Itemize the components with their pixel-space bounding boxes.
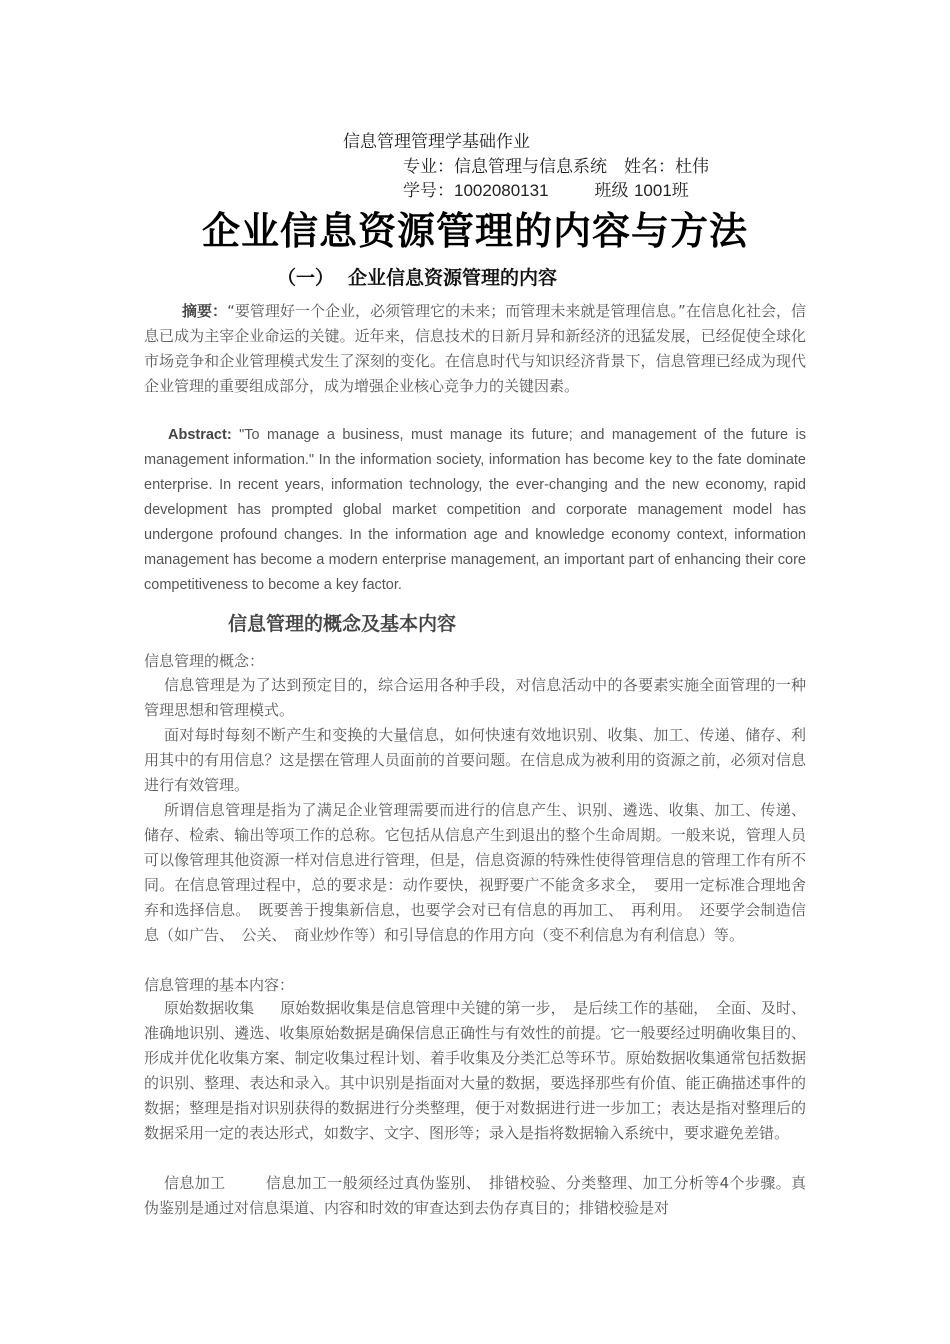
concept-label: 信息管理的概念：	[144, 652, 265, 670]
class-number: 1001	[633, 181, 672, 200]
section-heading: 信息管理的概念及基本内容	[228, 613, 457, 635]
basic-content-label: 信息管理的基本内容：	[144, 976, 295, 994]
abstract-cn-label: 摘要：	[182, 302, 228, 320]
document-title: 企业信息资源管理的内容与方法	[201, 209, 748, 253]
concept-paragraph-2: 面对每时每刻不断产生和变换的大量信息，如何快速有效地识别、收集、加工、传递、储存、利用其中的有用信息？这是摆在管理人员面前的首要问题。在信息成为被利用的资源之前，必须对信息进行有效管理。	[144, 726, 806, 794]
abstract-cn-text: “要管理好一个企业，必须管理它的未来；而管理未来就是管理信息。”在信息化社会，信息已成为主宰企业命运的关键。近年来，信息技术的日新月异和新经济的迅猛发展，已经促使全球化市场竞争和企业管理模式发生了深刻的变化。在信息时代与知识经济背景下，信息管理已经成为现代企业管理的重要组成部分，成为增强企业核心竞争力的关键因素。	[144, 302, 806, 395]
info-processing-paragraph	[144, 1171, 806, 1221]
major-name-line: 专业：信息管理与信息系统 姓名：杜伟	[403, 157, 709, 177]
id-class-line	[403, 176, 689, 201]
raw-data-collection-text: 原始数据收集是信息管理中关键的第一步， 是后续工作的基础， 全面、及时、准确地识别、遴选、收集原始数据是确保信息正确性与有效性的前提。它一般要经过明确收集目的、形成并优化收集方案、制定收集过程计划、着手收集及分类汇总等环节。原始数据收集通常包括数据的识别、整理、表达和录入。其中识别是指面对大量的数据，要选择那些有价值、能正确描述事件的数据；整理是指对识别获得的数据进行分类整理，便于对数据进行进一步加工；表达是指对整理后的数据采用一定的表达形式，如数字、文字、图形等；录入是指将数据输入系统中，要求避免差错。	[144, 999, 806, 1142]
abstract-en-text: "To manage a business, must manage its future; and management of the future is management information." In the information society, information has become key to the fate dominate enterprise. In recent years, information technology, the ever-changing and the new economy, rapid development has prompted global market competition and corporate management model has undergone profound changes. In the information age and knowledge economy context, information management has become a modern enterprise management, an important part of enhancing their core competitiveness to become a key factor.	[144, 427, 806, 593]
subtitle-number: （一）	[277, 267, 335, 289]
concept-paragraph-3: 所谓信息管理是指为了满足企业管理需要而进行的信息产生、识别、遴选、收集、加工、传递、储存、检索、输出等项工作的总称。它包括从信息产生到退出的整个生命周期。一般来说，管理人员可以像管理其他资源一样对信息进行管理，但是，信息资源的特殊性使得管理信息的管理工作有所不同。在信息管理过程中，总的要求是：动作要快，视野要广不能贪多求全， 要用一定标准合理地舍弃和选择信息。 既要善于搜集新信息，也要学会对已有信息的再加工、 再利用。 还要学会制造信息（如广告、 公关、 商业炒作等）和引导信息的作用方向（变不利信息为有利信息）等。	[144, 801, 806, 944]
student-id: 1002080131	[454, 181, 549, 200]
abstract-en-label: Abstract:	[168, 427, 232, 443]
raw-data-collection-title: 原始数据收集	[164, 999, 255, 1017]
class-suffix: 班	[671, 181, 689, 201]
course-title: 信息管理管理学基础作业	[343, 132, 530, 152]
student-id-label: 学号：	[403, 181, 454, 201]
subtitle-text: 企业信息资源管理的内容	[348, 267, 558, 289]
class-label: 班级	[594, 181, 629, 201]
abstract-english	[144, 423, 806, 598]
concept-paragraph-1: 信息管理是为了达到预定目的，综合运用各种手段，对信息活动中的各要素实施全面管理的一种管理思想和管理模式。	[144, 676, 806, 719]
info-processing-title: 信息加工	[164, 1174, 226, 1192]
abstract-chinese	[144, 299, 806, 399]
info-processing-text: 信息加工一般须经过真伪鉴别、 排错校验、分类整理、加工分析等4个步骤。真伪鉴别是通过对信息渠道、内容和时效的审查达到去伪存真目的；排错校验是对	[144, 1174, 806, 1217]
raw-data-collection-paragraph	[144, 996, 806, 1146]
section-subtitle	[277, 263, 557, 290]
